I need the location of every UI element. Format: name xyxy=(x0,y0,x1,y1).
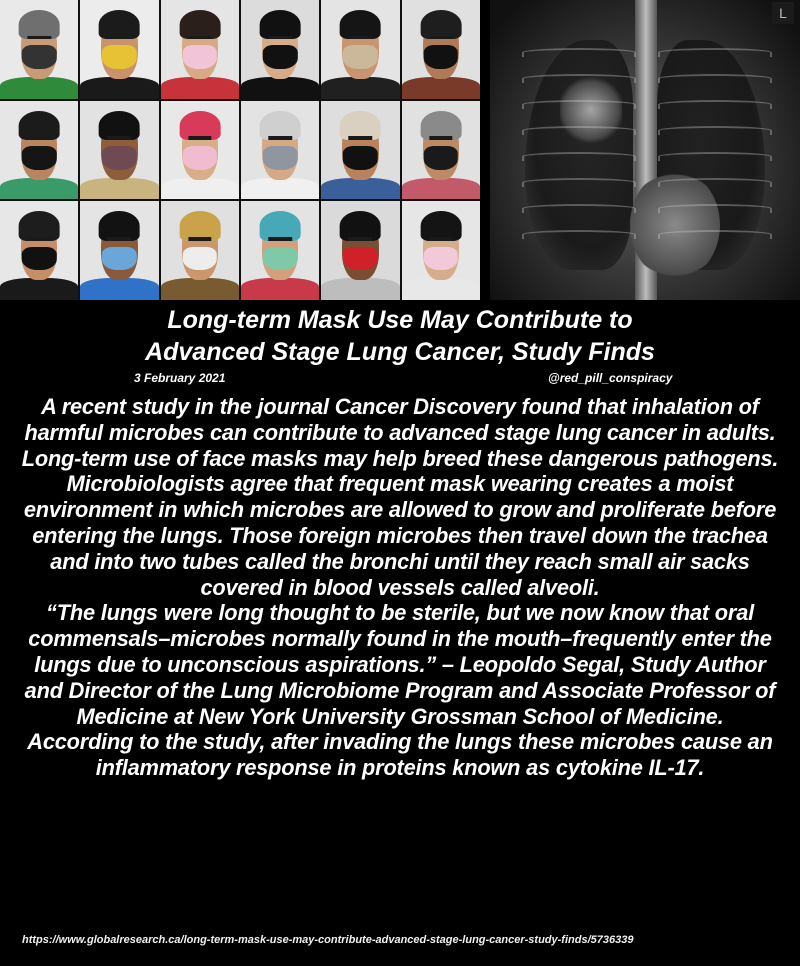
masked-person-photo xyxy=(80,0,158,99)
rib-shape xyxy=(658,126,772,135)
masked-person-photo xyxy=(241,201,319,300)
rib-shape xyxy=(658,178,772,187)
face-mask-shape xyxy=(102,45,136,69)
shirt-shape xyxy=(402,77,480,99)
headline-line-1: Long-term Mask Use May Contribute to xyxy=(167,306,633,334)
rib-shape xyxy=(522,152,636,161)
face-mask-shape xyxy=(183,45,217,69)
rib-shape xyxy=(658,230,772,239)
shirt-shape xyxy=(80,278,158,300)
xray-side-marker: L xyxy=(772,2,794,24)
shirt-shape xyxy=(0,278,78,300)
body-paragraph-4: According to the study, after invading the lungs these microbes cause an inflammatory response in proteins known as cytokine IL-17. xyxy=(27,729,773,781)
face-mask-shape xyxy=(22,247,56,271)
rib-shape xyxy=(522,74,636,83)
face-mask-shape xyxy=(263,146,297,170)
rib-shape xyxy=(522,100,636,109)
masked-person-photo xyxy=(402,201,480,300)
face-mask-shape xyxy=(183,146,217,170)
masked-person-photo xyxy=(0,201,78,300)
masked-person-photo xyxy=(321,201,399,300)
rib-shape xyxy=(522,178,636,187)
rib-shape xyxy=(522,204,636,213)
rib-shape xyxy=(658,152,772,161)
shirt-shape xyxy=(241,278,319,300)
shirt-shape xyxy=(402,278,480,300)
masked-person-photo xyxy=(321,101,399,200)
eyes-shape xyxy=(429,136,453,140)
eyes-shape xyxy=(349,36,372,40)
shirt-shape xyxy=(402,178,480,200)
shirt-shape xyxy=(0,178,78,200)
masked-person-photo xyxy=(161,201,239,300)
eyes-shape xyxy=(27,237,50,241)
eyes-shape xyxy=(429,36,453,40)
shirt-shape xyxy=(80,178,158,200)
face-mask-shape xyxy=(343,45,377,69)
masked-person-photo xyxy=(241,101,319,200)
face-mask-shape xyxy=(263,247,297,271)
face-mask-shape xyxy=(343,247,377,271)
publish-date: 3 February 2021 xyxy=(134,371,226,385)
face-mask-shape xyxy=(424,247,458,271)
eyes-shape xyxy=(108,36,131,40)
face-mask-shape xyxy=(263,45,297,69)
eyes-shape xyxy=(349,237,372,241)
rib-shape xyxy=(658,204,772,213)
eyes-shape xyxy=(27,36,50,40)
rib-shape xyxy=(658,74,772,83)
eyes-shape xyxy=(349,136,372,140)
source-url: https://www.globalresearch.ca/long-term-mask-use-may-contribute-advanced-stage-lung-cancer-study-finds/5736339 xyxy=(22,934,634,946)
face-mask-shape xyxy=(22,146,56,170)
face-mask-shape xyxy=(424,146,458,170)
masked-person-photo xyxy=(241,0,319,99)
body-paragraph-1: A recent study in the journal Cancer Discovery found that inhalation of harmful microbes can contribute to advanced stage lung cancer in adults. Long-term use of face masks may help breed these dangerous pathogens. xyxy=(21,394,779,471)
masked-person-photo xyxy=(402,0,480,99)
shirt-shape xyxy=(161,178,239,200)
masked-person-photo xyxy=(321,0,399,99)
shirt-shape xyxy=(241,77,319,99)
eyes-shape xyxy=(188,237,212,241)
eyes-shape xyxy=(268,136,291,140)
eyes-shape xyxy=(429,237,453,241)
body-paragraph-3: “The lungs were long thought to be sterile, but we now know that oral commensals–microbes normally found in the mouth–frequently enter the lungs due to unconscious aspirations.” – Leopoldo Segal, Study Author and Director of the Lung Microbiome Program and Associate Professor of Medicine at New York University Grossman School of Medicine. xyxy=(24,600,776,729)
face-mask-shape xyxy=(343,146,377,170)
shirt-shape xyxy=(0,77,78,99)
masked-person-photo xyxy=(161,0,239,99)
masked-person-photo xyxy=(0,0,78,99)
face-mask-shape xyxy=(183,247,217,271)
shirt-shape xyxy=(321,278,399,300)
eyes-shape xyxy=(108,237,131,241)
rib-shape xyxy=(658,48,772,57)
chest-xray-image xyxy=(490,0,800,300)
shirt-shape xyxy=(80,77,158,99)
rib-shape xyxy=(522,126,636,135)
author-handle: @red_pill_conspiracy xyxy=(548,371,673,385)
masked-person-photo xyxy=(0,101,78,200)
shirt-shape xyxy=(161,278,239,300)
masked-person-photo xyxy=(80,201,158,300)
eyes-shape xyxy=(268,36,291,40)
masked-faces-photo-grid xyxy=(0,0,480,300)
rib-shape xyxy=(522,48,636,57)
headline xyxy=(0,304,800,368)
masked-person-photo xyxy=(161,101,239,200)
face-mask-shape xyxy=(102,247,136,271)
shirt-shape xyxy=(241,178,319,200)
shirt-shape xyxy=(161,77,239,99)
eyes-shape xyxy=(188,36,212,40)
article-body xyxy=(14,394,786,781)
eyes-shape xyxy=(27,136,50,140)
masked-person-photo xyxy=(80,101,158,200)
eyes-shape xyxy=(268,237,291,241)
rib-shape xyxy=(658,100,772,109)
face-mask-shape xyxy=(424,45,458,69)
masked-person-photo xyxy=(402,101,480,200)
eyes-shape xyxy=(108,136,131,140)
face-mask-shape xyxy=(102,146,136,170)
face-mask-shape xyxy=(22,45,56,69)
shirt-shape xyxy=(321,178,399,200)
body-paragraph-2: Microbiologists agree that frequent mask wearing creates a moist environment in which microbes are allowed to grow and proliferate before entering the lungs. Those foreign microbes then travel down the trachea and into two tubes called the bronchi until they reach small air sacks covered in blood vessels called alveoli. xyxy=(23,471,777,600)
rib-shape xyxy=(522,230,636,239)
eyes-shape xyxy=(188,136,212,140)
shirt-shape xyxy=(321,77,399,99)
headline-line-2: Advanced Stage Lung Cancer, Study Finds xyxy=(145,338,655,366)
